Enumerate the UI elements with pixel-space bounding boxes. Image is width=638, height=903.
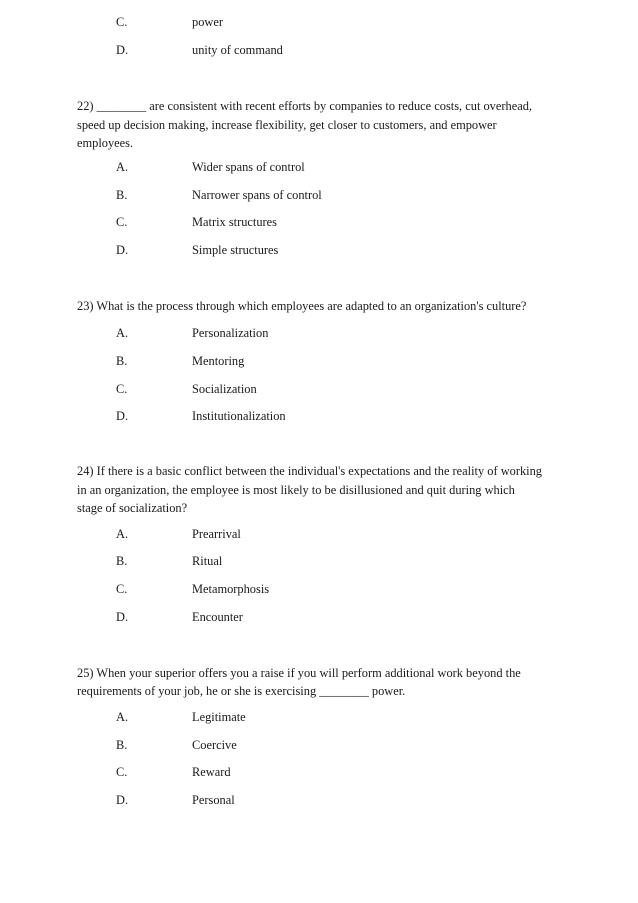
option-text: Simple structures — [192, 243, 279, 257]
option-text: Prearrival — [192, 527, 241, 541]
option-letter: B. — [116, 554, 128, 568]
option-letter: B. — [116, 354, 128, 368]
option-text: Socialization — [192, 382, 257, 396]
option-letter: D. — [116, 793, 129, 807]
option-text: unity of command — [192, 43, 283, 57]
option-letter: C. — [116, 215, 128, 229]
question-text: 25) When your superior offers you a raise if you will perform additional work beyond the — [77, 666, 521, 680]
option-text: Metamorphosis — [192, 582, 270, 596]
option-text: power — [192, 15, 223, 29]
option-text: Mentoring — [192, 354, 245, 368]
option-letter: C. — [116, 15, 128, 29]
option-text: Personalization — [192, 326, 269, 340]
option-text: Legitimate — [192, 710, 246, 724]
option-text: Coercive — [192, 738, 237, 752]
option-text: Institutionalization — [192, 409, 286, 423]
question-text: 24) If there is a basic conflict between the individual's expectations and the reality of working — [77, 464, 543, 478]
option-text: Wider spans of control — [192, 160, 305, 174]
option-letter: B. — [116, 738, 128, 752]
question-text: stage of socialization? — [77, 501, 188, 515]
question-text: 23) What is the process through which employees are adapted to an organization's culture? — [77, 299, 527, 313]
option-text: Matrix structures — [192, 215, 277, 229]
option-letter: C. — [116, 382, 128, 396]
question-text: 22) ________ are consistent with recent efforts by companies to reduce costs, cut overhead, — [77, 99, 532, 113]
option-text: Reward — [192, 765, 231, 779]
option-text: Personal — [192, 793, 235, 807]
option-letter: A. — [116, 710, 129, 724]
option-letter: A. — [116, 326, 129, 340]
question-text: employees. — [77, 136, 134, 150]
option-text: Encounter — [192, 610, 243, 624]
question-text: in an organization, the employee is most likely to be disillusioned and quit during which — [77, 483, 515, 497]
option-letter: A. — [116, 527, 129, 541]
option-letter: D. — [116, 610, 129, 624]
option-letter: B. — [116, 188, 128, 202]
option-letter: C. — [116, 582, 128, 596]
option-text: Narrower spans of control — [192, 188, 322, 202]
question-text: speed up decision making, increase flexibility, get closer to customers, and empower — [77, 118, 497, 132]
question-text: requirements of your job, he or she is exercising ________ power. — [77, 684, 406, 698]
option-letter: C. — [116, 765, 128, 779]
option-letter: A. — [116, 160, 129, 174]
option-letter: D. — [116, 243, 129, 257]
option-letter: D. — [116, 43, 129, 57]
option-text: Ritual — [192, 554, 223, 568]
option-letter: D. — [116, 409, 129, 423]
